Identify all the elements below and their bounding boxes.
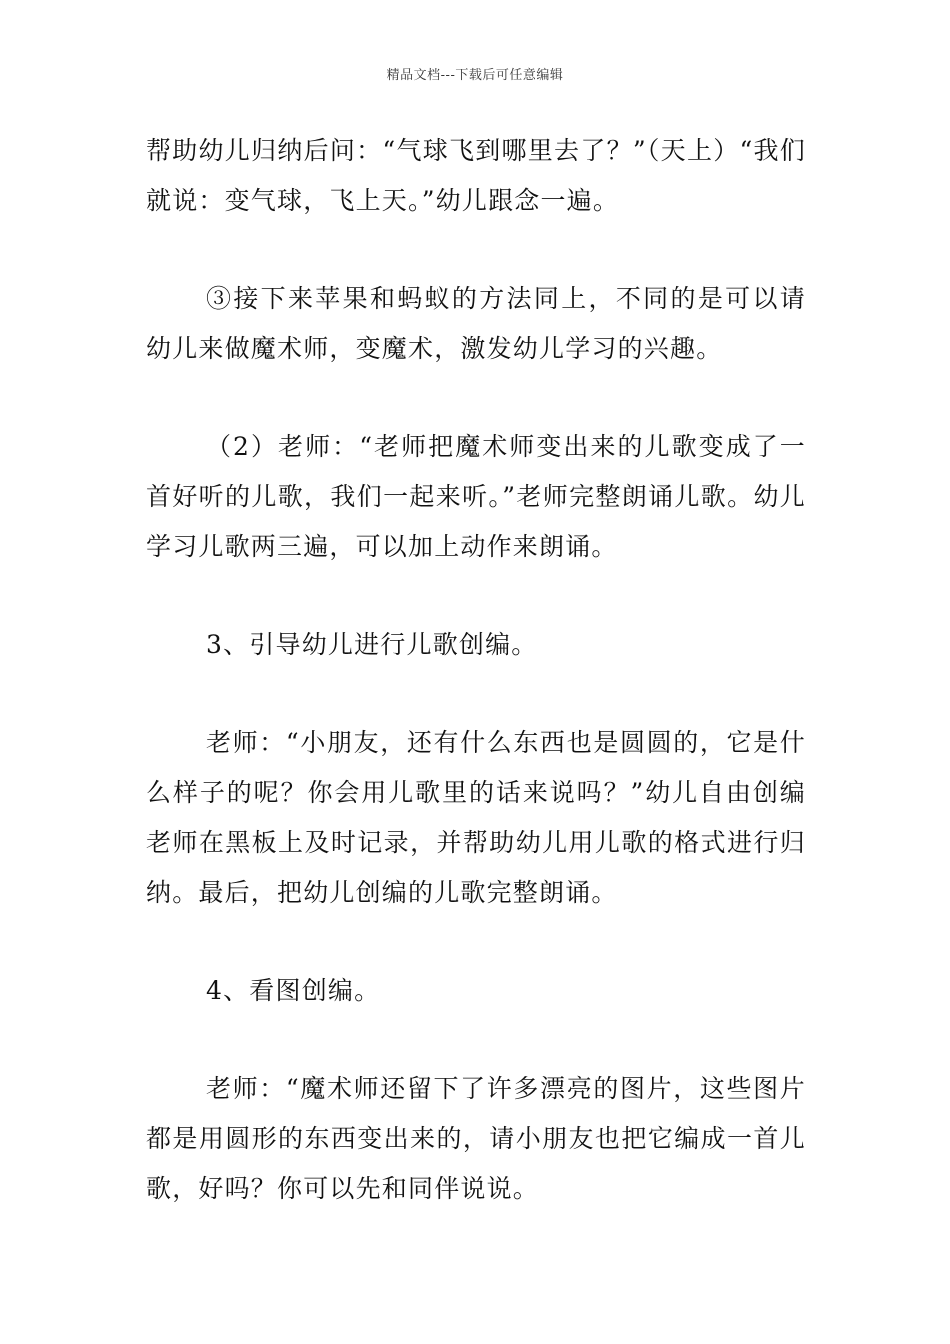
paragraph-gap xyxy=(146,670,806,718)
paragraph-4: 3、引导幼儿进行儿歌创编。 xyxy=(206,630,538,659)
paragraph-6: 4、看图创编。 xyxy=(206,976,381,1005)
paragraph-5: 老师：“小朋友，还有什么东西也是圆圆的，它是什么样子的呢？你会用儿歌里的话来说吗？”幼儿自由创编老师在黑板上及时记录，并帮助幼儿用儿歌的格式进行归纳。最后，把幼儿创编的儿歌完整朗诵。 xyxy=(146,728,806,907)
paragraph-gap xyxy=(146,226,806,274)
paragraph-1: 帮助幼儿归纳后问：“气球飞到哪里去了？”（天上）“我们就说：变气球，飞上天。”幼儿跟念一遍。 xyxy=(146,136,806,215)
paragraph-7: 老师：“魔术师还留下了许多漂亮的图片，这些图片都是用圆形的东西变出来的，请小朋友也把它编成一首儿歌，好吗？你可以先和同伴说说。 xyxy=(146,1074,806,1203)
paragraph-gap xyxy=(146,918,806,966)
paragraph-2: ③接下来苹果和蚂蚁的方法同上，不同的是可以请幼儿来做魔术师，变魔术，激发幼儿学习的兴趣。 xyxy=(146,284,806,363)
paragraph-gap xyxy=(146,572,806,620)
paragraph-gap xyxy=(146,1016,806,1064)
paragraph-gap xyxy=(146,374,806,422)
page-header: 精品文档---下载后可任意编辑 xyxy=(386,68,564,83)
paragraph-3: （2）老师：“老师把魔术师变出来的儿歌变成了一首好听的儿歌，我们一起来听。”老师完整朗诵儿歌。幼儿学习儿歌两三遍，可以加上动作来朗诵。 xyxy=(146,432,806,561)
document-body xyxy=(146,126,806,1214)
